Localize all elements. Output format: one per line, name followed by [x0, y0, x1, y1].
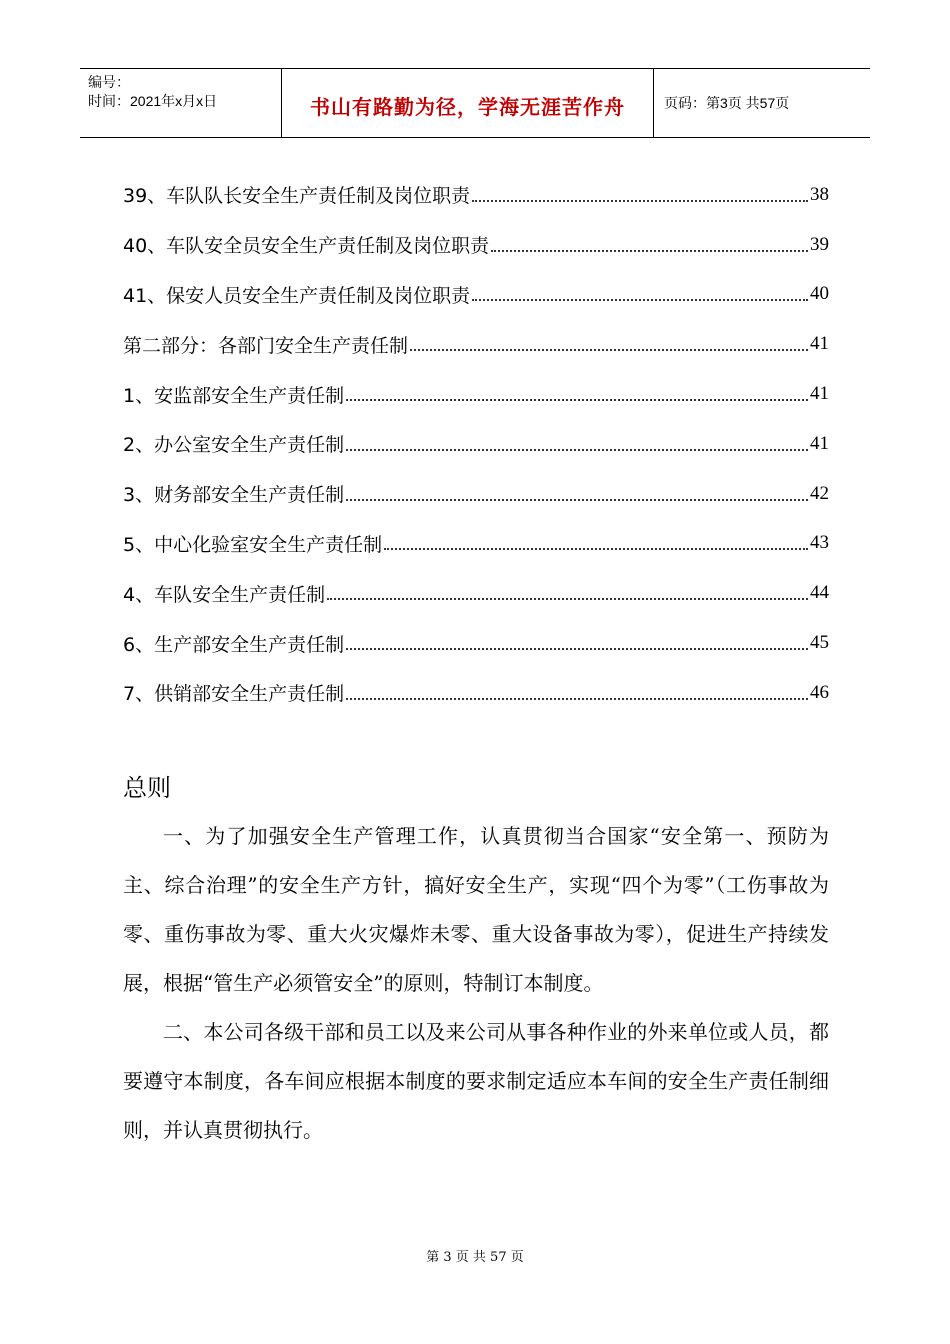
header-page-info: 页码：第3页 共57页: [664, 95, 790, 111]
toc-entry-title: 41、保安人员安全生产责任制及岗位职责: [123, 284, 471, 307]
toc-entry[interactable]: [123, 469, 829, 519]
toc-leader: [384, 548, 808, 550]
toc-entry[interactable]: [123, 220, 829, 270]
toc-leader: [346, 399, 808, 401]
table-of-contents: [123, 170, 829, 718]
page-header: [80, 68, 870, 138]
toc-leader: [472, 299, 808, 301]
toc-entry-page: 42: [810, 482, 829, 504]
header-motto-cell: [282, 69, 654, 137]
toc-leader: [346, 499, 808, 501]
document-date: 时间：2021年x月x日: [88, 93, 218, 109]
toc-entry-page: 41: [810, 432, 829, 454]
toc-entry-page: 46: [810, 681, 829, 703]
toc-entry[interactable]: [123, 369, 829, 419]
toc-entry-title: 6、生产部安全生产责任制: [123, 633, 345, 656]
toc-entry[interactable]: [123, 419, 829, 469]
toc-entry-title: 4、车队安全生产责任制: [123, 583, 326, 606]
toc-leader: [327, 598, 808, 600]
toc-entry-title: 40、车队安全员安全生产责任制及岗位职责: [123, 235, 490, 258]
toc-entry-page: 41: [810, 383, 829, 405]
toc-leader: [346, 698, 808, 700]
toc-entry-title: 第二部分：各部门安全生产责任制: [123, 334, 409, 357]
toc-entry[interactable]: [123, 618, 829, 668]
toc-leader: [346, 648, 808, 650]
paragraph: 二、本公司各级干部和员工以及来公司从事各种作业的外来单位或人员，都要遵守本制度，各车间应根据本制度的要求制定适应本车间的安全生产责任制细则，并认真贯彻执行。: [123, 1020, 829, 1142]
toc-entry-page: 40: [810, 283, 829, 305]
header-meta: [80, 69, 282, 137]
toc-leader: [410, 349, 808, 351]
document-number-label: 编号：: [88, 74, 130, 90]
paragraph: 一、为了加强安全生产管理工作，认真贯彻当合国家“安全第一、预防为主、综合治理”的安全生产方针，搞好安全生产，实现“四个为零”（工伤事故为零、重伤事故为零、重大火灾爆炸未零、重大设备事故为零），促进生产持续发展，根据“管生产必须管安全”的原则，特制订本制度。: [123, 824, 829, 995]
toc-entry[interactable]: [123, 519, 829, 569]
section-heading: 总则: [123, 774, 171, 802]
toc-entry[interactable]: [123, 270, 829, 320]
toc-entry-page: 45: [810, 632, 829, 654]
toc-leader: [472, 200, 808, 202]
toc-entry-title: 7、供销部安全生产责任制: [123, 683, 345, 706]
toc-entry-page: 39: [810, 233, 829, 255]
toc-entry-title: 1、安监部安全生产责任制: [123, 384, 345, 407]
toc-entry-title: 39、车队队长安全生产责任制及岗位职责: [123, 185, 471, 208]
toc-entry[interactable]: [123, 568, 829, 618]
toc-entry-page: 44: [810, 582, 829, 604]
toc-entry-page: 41: [810, 333, 829, 355]
toc-entry-page: 43: [810, 532, 829, 554]
toc-entry-title: 2、办公室安全生产责任制: [123, 434, 345, 457]
toc-entry-title: 5、中心化验室安全生产责任制: [123, 533, 383, 556]
page-footer: 第 3 页 共 57 页: [426, 1250, 524, 1265]
toc-entry[interactable]: [123, 668, 829, 718]
toc-leader: [346, 449, 808, 451]
toc-entry[interactable]: [123, 319, 829, 369]
toc-leader: [491, 250, 808, 252]
toc-entry[interactable]: [123, 170, 829, 220]
toc-entry-title: 3、财务部安全生产责任制: [123, 484, 345, 507]
body-text: [123, 812, 829, 1155]
header-motto: 书山有路勤为径，学海无涯苦作舟: [310, 94, 625, 119]
toc-entry-page: 38: [810, 183, 829, 205]
